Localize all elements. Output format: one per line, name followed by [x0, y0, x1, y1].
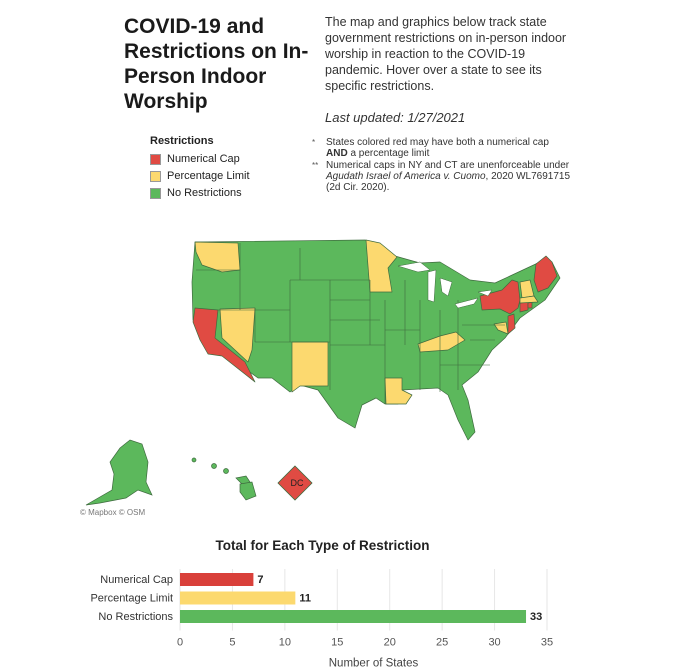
bar: [180, 592, 295, 605]
legend-title: Restrictions: [150, 135, 214, 147]
footnote-emphasis: AND: [326, 148, 348, 159]
x-tick-label: 5: [229, 636, 236, 649]
x-tick-label: 35: [540, 636, 554, 649]
x-tick-label: 25: [436, 636, 449, 649]
footnote-text: , 2020 WL7691715 (2d Cir. 2020).: [326, 171, 571, 193]
bar-value-label: 33: [530, 611, 543, 623]
x-tick-label: 30: [488, 636, 501, 649]
bar-value-label: 7: [257, 574, 264, 586]
legend-label: No Restrictions: [167, 187, 242, 199]
bar: [180, 573, 253, 586]
footnote-text: a percentage limit: [347, 148, 430, 159]
description: The map and graphics below track state government restrictions on in-person indoor worship in reaction to the COVID-19 pandemic. Hover over a state to see its specific restrictions.: [325, 15, 567, 93]
y-category-label: Numerical Cap: [100, 574, 173, 586]
x-tick-label: 10: [278, 636, 291, 649]
footnote-text: Numerical caps in NY and CT are unenforceable under: [326, 160, 570, 171]
y-category-label: No Restrictions: [98, 611, 173, 623]
page-title: COVID-19 and Restrictions on In-Person Indoor Worship: [124, 15, 309, 113]
x-tick-label: 20: [383, 636, 396, 649]
x-tick-label: 15: [331, 636, 344, 649]
footnote-marker: *: [312, 138, 316, 147]
y-category-label: Percentage Limit: [90, 592, 173, 605]
footnote-marker: **: [312, 161, 319, 170]
dc-label: DC: [290, 478, 304, 488]
legend-label: Percentage Limit: [167, 170, 250, 182]
bar-value-label: 11: [299, 592, 311, 605]
legend-label: Numerical Cap: [167, 153, 240, 165]
chart-title: Total for Each Type of Restriction: [215, 538, 430, 553]
footnote-text: States colored red may have both a numerical cap: [326, 137, 549, 148]
bar: [180, 610, 526, 623]
last-updated: Last updated: 1/27/2021: [325, 110, 466, 125]
x-axis-title: Number of States: [328, 657, 419, 668]
map-credit: © Mapbox © OSM: [80, 508, 146, 517]
x-tick-label: 0: [176, 636, 184, 649]
case-citation: Agudath Israel of America v. Cuomo: [326, 171, 486, 182]
